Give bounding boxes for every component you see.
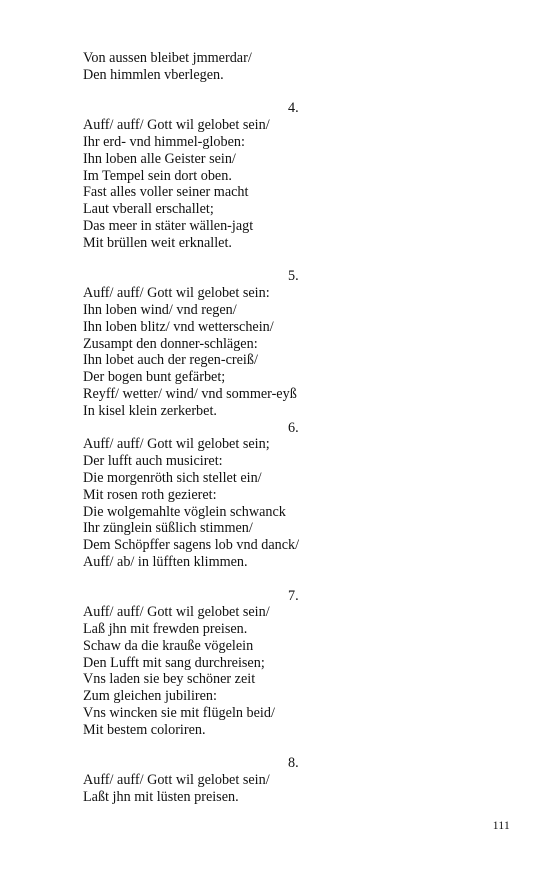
poem-line: Das meer in stäter wällen-jagt <box>83 217 254 234</box>
poem-line: Schaw da die krauße vögelein <box>83 637 254 654</box>
poem-line: Die morgenröth sich stellet ein/ <box>83 469 262 486</box>
poem-line: Auff/ auff/ Gott wil gelobet sein: <box>83 285 270 302</box>
poem-line: Mit rosen roth gezieret: <box>83 486 217 503</box>
stanza-gap <box>83 571 483 588</box>
poem-line: Auff/ auff/ Gott wil gelobet sein/ <box>83 604 270 621</box>
poem-line: Fast alles voller seiner macht <box>83 184 249 201</box>
poem-line: Der lufft auch musiciret: <box>83 453 223 470</box>
poem-line: Ihn loben alle Geister sein/ <box>83 150 236 167</box>
poem-line: Zusampt den donner-schlägen: <box>83 335 258 352</box>
poem-text <box>83 50 483 806</box>
stanza-number: 5. <box>288 268 299 285</box>
poem-line: Dem Schöpffer sagens lob vnd danck/ <box>83 537 300 554</box>
poem-line: In kisel klein zerkerbet. <box>83 402 217 419</box>
poem-line: Laßt jhn mit lüsten preisen. <box>83 789 239 806</box>
stanza-number: 7. <box>288 587 299 604</box>
stanza-number: 8. <box>288 755 299 772</box>
poem-line: Die wolgemahlte vöglein schwanck <box>83 503 286 520</box>
poem-line: Auff/ auff/ Gott wil gelobet sein/ <box>83 772 270 789</box>
poem-line: Von aussen bleibet jmmerdar/ <box>83 50 252 66</box>
poem-line: Den himmlen vberlegen. <box>83 66 224 83</box>
poem-line: Mit bestem coloriren. <box>83 721 206 738</box>
poem-line: Ihn loben blitz/ vnd wetterschein/ <box>83 318 274 335</box>
poem-line: Ihn loben wind/ vnd regen/ <box>83 301 237 318</box>
poem-line: Vns laden sie bey schöner zeit <box>83 671 256 688</box>
stanza-number: 6. <box>288 419 299 436</box>
poem-line: Zum gleichen jubiliren: <box>83 688 217 705</box>
stanza-gap <box>83 252 483 269</box>
poem-line: Ihn lobet auch der regen-creiß/ <box>83 352 258 369</box>
page-number: 111 <box>492 820 510 832</box>
poem-line: Vns wincken sie mit flügeln beid/ <box>83 705 275 722</box>
poem-line: Laut vberall erschallet; <box>83 201 214 218</box>
stanza-number: 4. <box>288 100 299 117</box>
poem-line: Auff/ auff/ Gott wil gelobet sein; <box>83 436 270 453</box>
poem-line: Der bogen bunt gefärbet; <box>83 369 226 386</box>
poem-line: Reyff/ wetter/ wind/ vnd sommer-eyß <box>83 385 297 402</box>
poem-line: Mit brüllen weit erknallet. <box>83 234 232 251</box>
poem-line: Auff/ auff/ Gott wil gelobet sein/ <box>83 117 270 134</box>
poem-line: Den Lufft mit sang durchreisen; <box>83 654 265 671</box>
stanza-gap <box>83 739 483 756</box>
poem-line: Im Tempel sein dort oben. <box>83 167 232 184</box>
poem-line: Ihr erd- vnd himmel-globen: <box>83 133 245 150</box>
poem-line: Ihr zünglein süßlich stimmen/ <box>83 520 253 537</box>
poem-line: Laß jhn mit frewden preisen. <box>83 621 248 638</box>
stanza-gap <box>83 84 483 101</box>
poem-line: Auff/ ab/ in lüfften klimmen. <box>83 553 248 570</box>
